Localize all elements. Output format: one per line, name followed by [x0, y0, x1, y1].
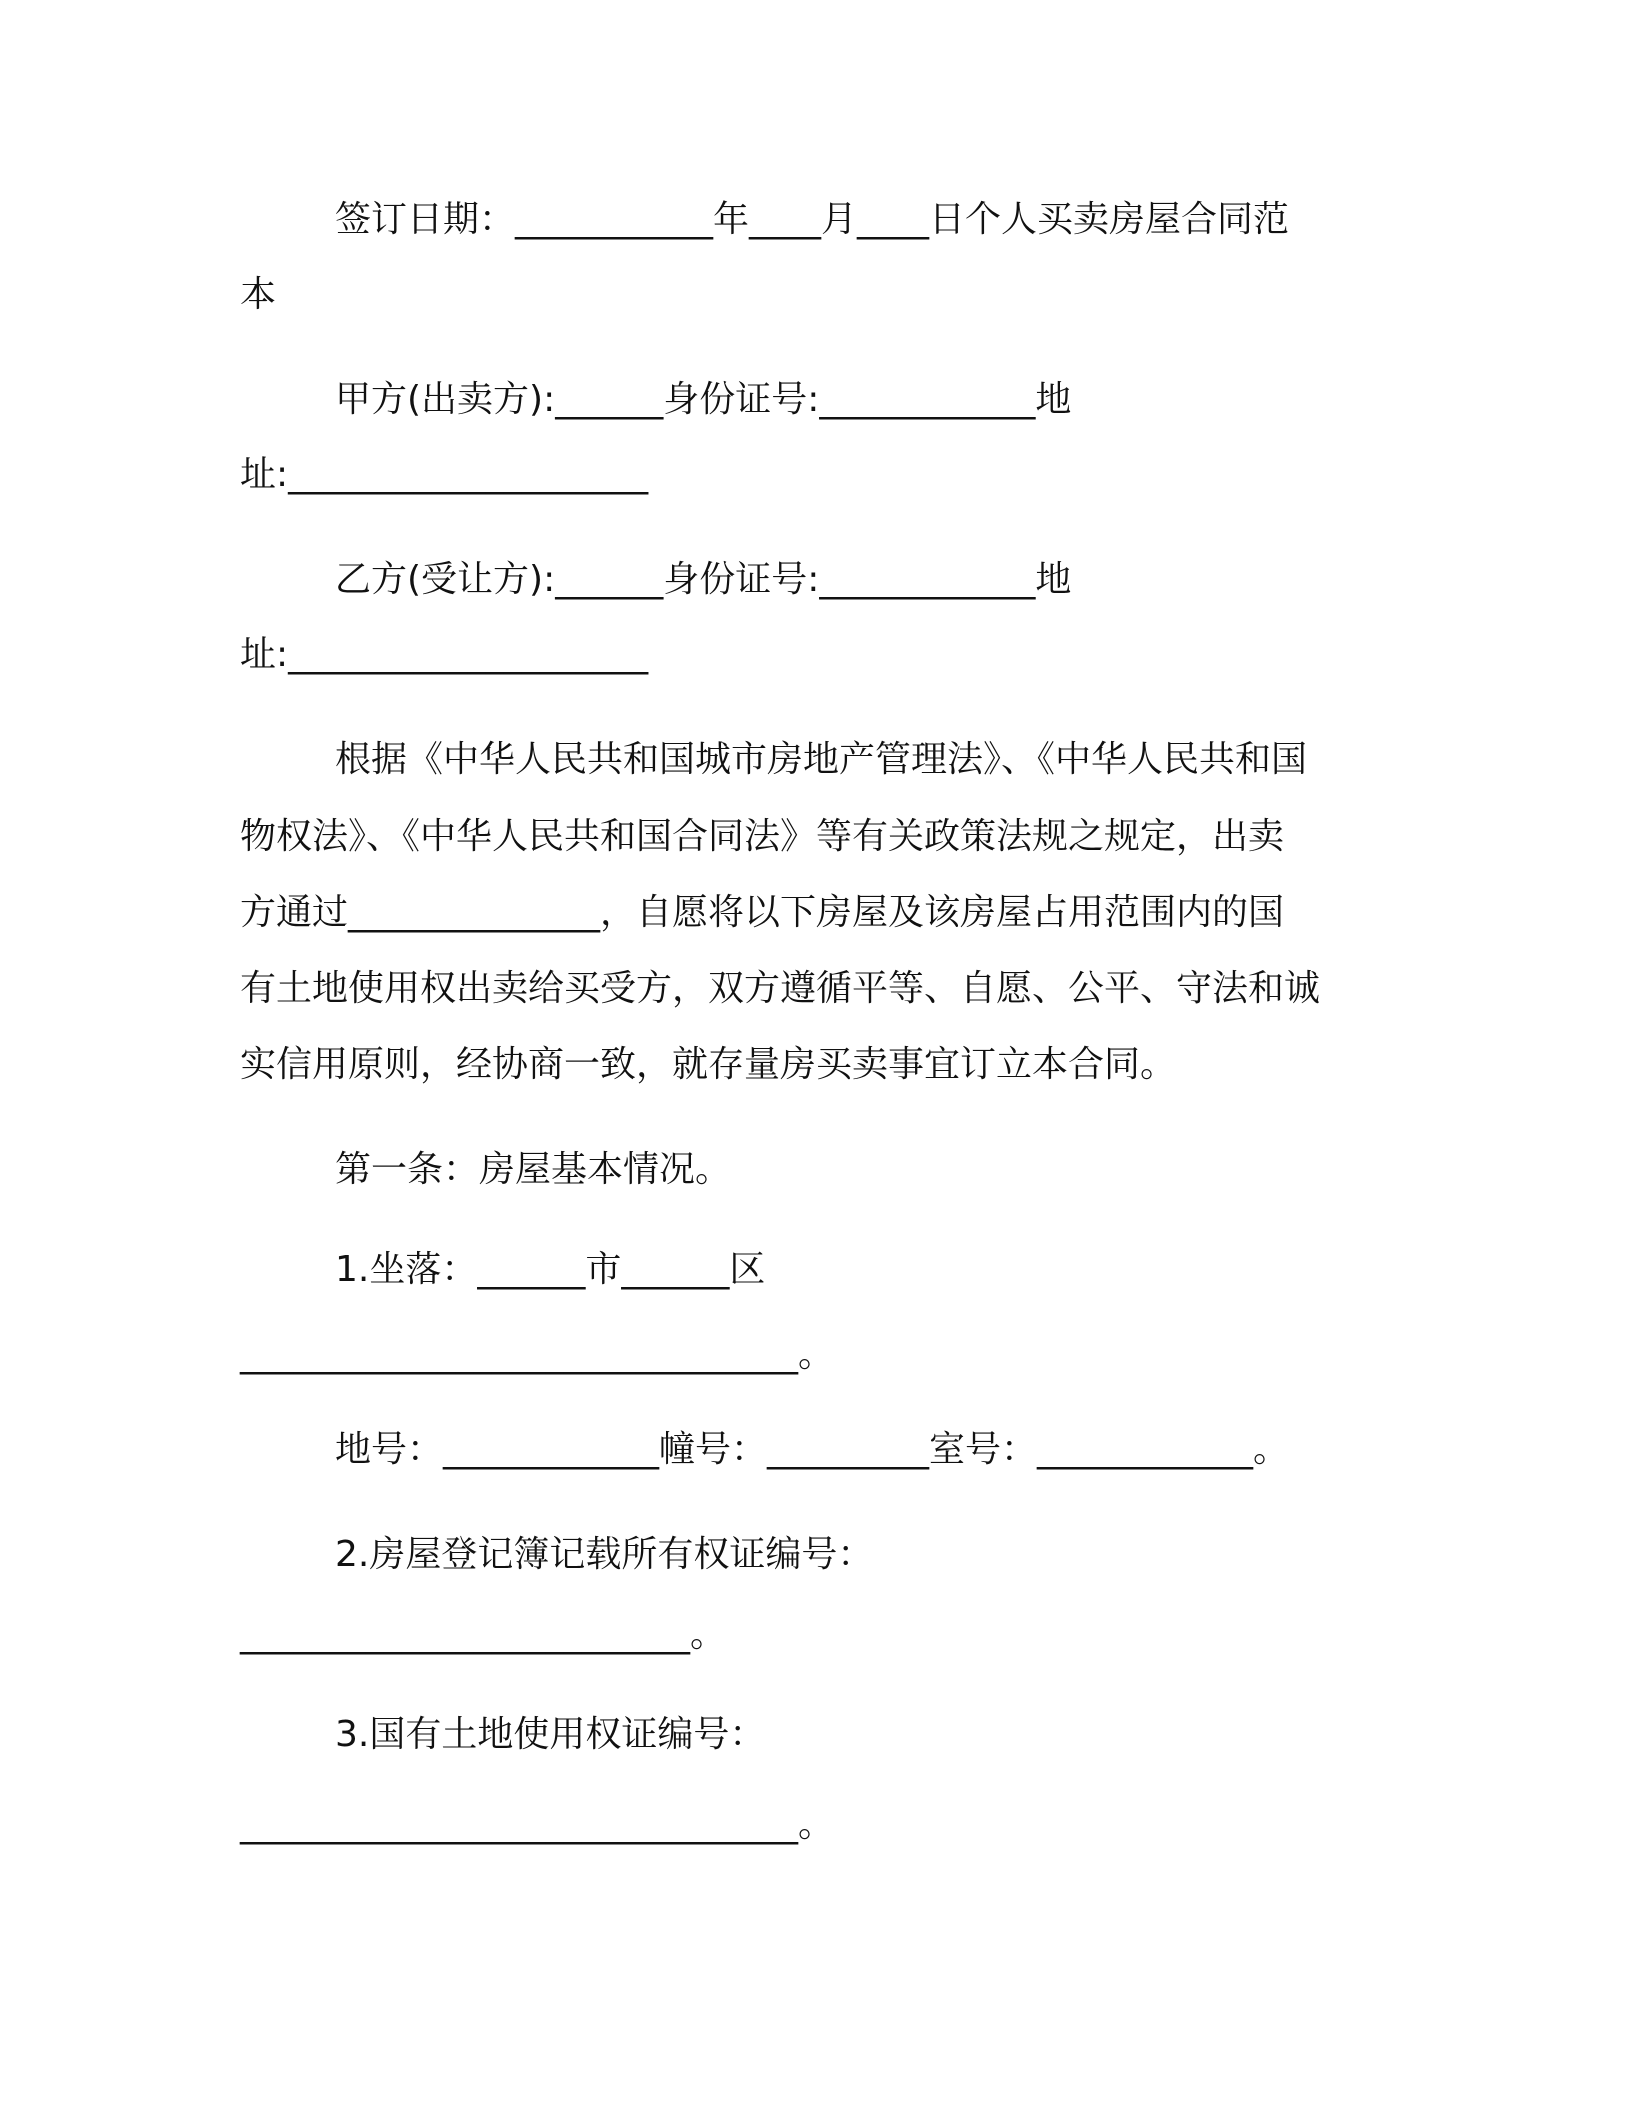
land-certificate-line: 3.国有土地使用权证编号：	[335, 1714, 766, 1755]
party-b-address-line: 址:____________________	[240, 634, 649, 675]
preamble-line-3: 方通过______________，自愿将以下房屋及该房屋占用范围内的国	[240, 892, 1285, 933]
ownership-certificate-line: 2.房屋登记簿记载所有权证编号：	[335, 1534, 874, 1575]
party-b-line: 乙方(受让方):______身份证号:____________地	[335, 559, 1072, 600]
preamble-line-1: 根据《中华人民共和国城市房地产管理法》、《中华人民共和国	[335, 739, 1308, 780]
preamble-line-5: 实信用原则，经协商一致，就存量房买卖事宜订立本合同。	[240, 1044, 1177, 1085]
location-line: 1.坐落：______市______区	[335, 1249, 766, 1290]
lot-building-room-line: 地号：____________幢号：_________室号：____________。	[335, 1429, 1290, 1470]
land-certificate-blank: _______________________________。	[240, 1804, 834, 1845]
contract-title-continuation: 本	[240, 274, 277, 315]
party-a-address-line: 址:____________________	[240, 454, 649, 495]
party-a-line: 甲方(出卖方):______身份证号:____________地	[335, 379, 1072, 420]
signing-date-line: 签订日期：___________年____月____日个人买卖房屋合同范	[335, 199, 1290, 240]
preamble-line-2: 物权法》、《中华人民共和国合同法》等有关政策法规之规定，出卖	[240, 816, 1285, 857]
location-detail-line: _______________________________。	[240, 1334, 834, 1375]
preamble-line-4: 有土地使用权出卖给买受方，双方遵循平等、自愿、公平、守法和诚	[240, 968, 1321, 1009]
ownership-certificate-blank: _________________________。	[240, 1614, 726, 1655]
article-one-heading: 第一条：房屋基本情况。	[335, 1149, 732, 1190]
